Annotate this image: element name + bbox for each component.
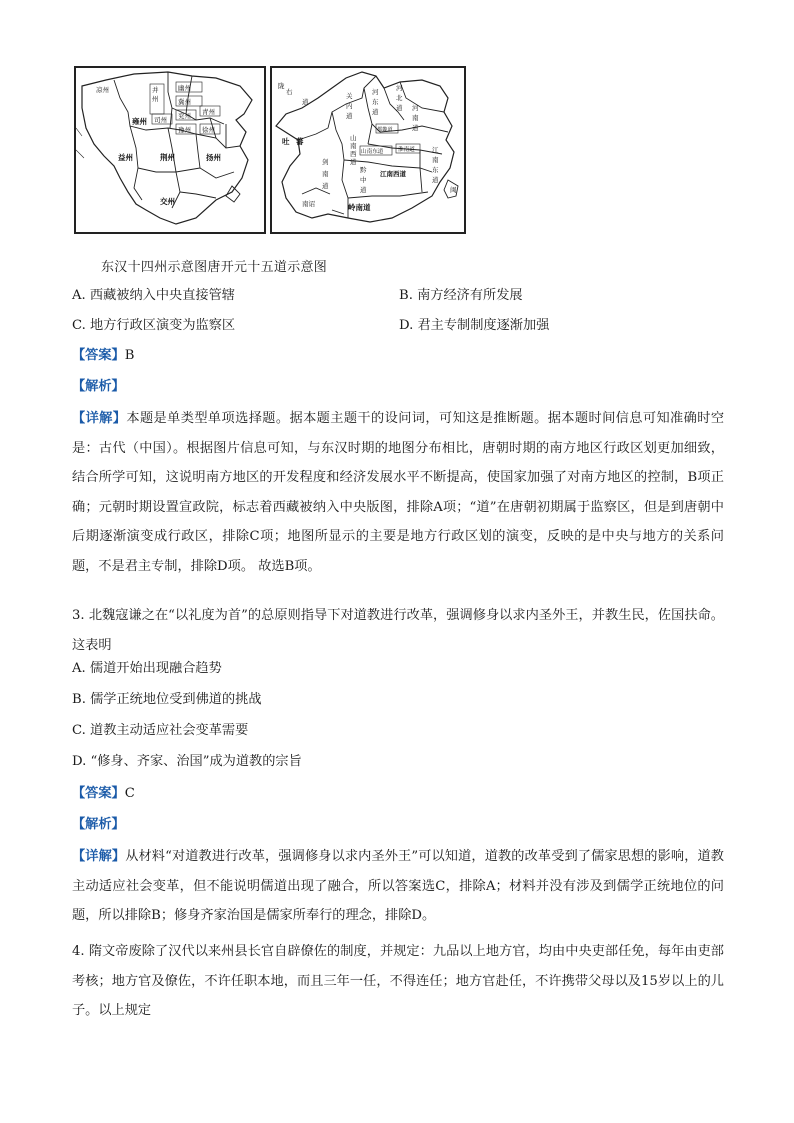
- figure-caption: 东汉十四州示意图唐开元十五道示意图: [101, 260, 328, 275]
- svg-text:北: 北: [396, 94, 403, 102]
- map-label-longyou: 陇: [278, 82, 285, 90]
- map-label-duji: 都畿道: [377, 127, 393, 133]
- map-label-qianzhong: 黔: [360, 166, 367, 174]
- map-label-shannan-east: 山南东道: [361, 149, 384, 155]
- eastern-han-map: [74, 66, 266, 234]
- q3-analysis-label: 【解析】: [72, 817, 125, 832]
- map-label-jizhou: 冀州: [178, 98, 191, 106]
- svg-text:道: 道: [302, 98, 309, 106]
- q2-answer-label: 【答案】: [72, 348, 125, 363]
- svg-text:道: 道: [350, 158, 357, 166]
- q3-option-b: B. 儒学正统地位受到佛道的挑战: [72, 692, 262, 707]
- q2-option-a: A. 西藏被纳入中央直接管辖: [72, 288, 235, 303]
- svg-text:南: 南: [350, 142, 357, 150]
- map-label-jiannan: 剑: [322, 158, 329, 166]
- svg-text:南: 南: [432, 156, 439, 164]
- q3-option-c: C. 道教主动适应社会变革需要: [72, 723, 249, 738]
- q2-detail-label: 【详解】: [72, 411, 127, 426]
- map-label-lingnan: 岭南道: [348, 203, 371, 212]
- svg-text:东: 东: [372, 98, 379, 106]
- svg-text:东: 东: [432, 166, 439, 174]
- map-label-jiaozhou: 交州: [160, 197, 175, 206]
- map-label-bingzhou: 并: [152, 86, 159, 94]
- map-figure: [74, 66, 466, 236]
- q3-answer: C: [124, 786, 135, 801]
- svg-text:道: 道: [360, 186, 367, 194]
- q2-answer: B: [124, 348, 135, 363]
- q2-analysis-label: 【解析】: [72, 379, 125, 394]
- map-label-yangzhou: 扬州: [206, 153, 221, 162]
- svg-text:右: 右: [286, 88, 293, 96]
- svg-text:中: 中: [360, 176, 367, 184]
- q3-detail-text: 从材料“对道教进行改革，强调修身以求内圣外王”可以知道，道教的改革受到了儒家思想的影响，道教主动适应社会变革，但不能说明儒道出现了融合，所以答案选C，排除A；材料并没有涉及到儒学正统地位的问题，所以排除B；修身齐家治国是儒家所奉行的理念，排除D。: [72, 849, 724, 923]
- svg-text:道: 道: [372, 108, 379, 116]
- q3-answer-label: 【答案】: [72, 786, 125, 801]
- svg-text:道: 道: [346, 112, 353, 120]
- map-label-qingzhou: 青州: [202, 108, 215, 116]
- q2-detail-text: 本题是单类型单项选择题。据本题主题干的设问词，可知这是推断题。据本题时间信息可知准确时空是：古代（中国）。根据图片信息可知，与东汉时期的地图分布相比，唐朝时期的南方地区行政区划更加细致，结合所学可知，这说明南方地区的开发程度和经济发展水平不断提高，使国家加强了对南方地区的控制，B项正确；元朝时期设置宣政院，标志着西藏被纳入中央版图，排除A项；“道”在唐朝初期属于监察区，但是到唐朝中后期逐渐演变成行政区，排除C项；地图所显示的主要是地方行政区划的演变，反映的是中央与地方的关系问题，不是君主专制，排除D项。 故选B项。: [72, 411, 725, 574]
- map-label-yongzhou: 雍州: [132, 117, 147, 126]
- map-label-youzhou: 幽州: [178, 84, 191, 92]
- map-label-min: 闽: [450, 186, 457, 194]
- svg-text:州: 州: [152, 95, 159, 103]
- q3-detail-label: 【详解】: [72, 849, 126, 864]
- svg-text:道: 道: [322, 182, 329, 190]
- map-label-sizhou: 司州: [154, 116, 167, 124]
- map-label-xuzhou: 徐州: [202, 126, 215, 134]
- svg-text:内: 内: [346, 102, 353, 110]
- map-label-hebei: 河: [396, 84, 403, 92]
- map-label-guannei: 关: [346, 92, 353, 100]
- q3-answer-line: [72, 785, 135, 803]
- svg-text:蕃: 蕃: [296, 137, 304, 146]
- svg-text:南: 南: [412, 114, 419, 122]
- q3-option-a: A. 儒道开始出现融合趋势: [72, 661, 222, 676]
- svg-text:道: 道: [412, 124, 419, 132]
- q2-option-c: C. 地方行政区演变为监察区: [72, 318, 236, 333]
- map-label-yuzhou: 豫州: [178, 126, 191, 134]
- q2-answer-line: [72, 347, 134, 365]
- q4-stem: 4. 隋文帝废除了汉代以来州县长官自辟僚佐的制度，并规定：九品以上地方官，均由中央吏部任免，每年由吏部考核；地方官及僚佐，不许任职本地，而且三年一任，不得连任；地方官赴任，不许携带父母以及15岁以上的儿子。以上规定: [72, 944, 724, 1018]
- map-label-jingzhou: 荆州: [160, 153, 175, 162]
- map-label-yanzhou: 兖州: [178, 112, 191, 120]
- map-label-huainan: 淮南道: [398, 147, 415, 153]
- svg-text:西: 西: [350, 150, 357, 158]
- map-label-nanzhao: 南诏: [302, 200, 315, 208]
- svg-text:道: 道: [396, 104, 403, 112]
- q2-detail: [72, 404, 724, 581]
- map-label-henan: 河: [412, 104, 419, 112]
- map-label-liangzhou: 凉州: [96, 86, 109, 94]
- map-label-hedong: 河: [372, 88, 379, 96]
- q3-stem: 3. 北魏寇谦之在“以礼度为首”的总原则指导下对道教进行改革，强调修身以求内圣外王，并教生民，佐国扶命。这表明: [72, 608, 724, 653]
- map-label-jiangnan-west: 江南西道: [380, 170, 406, 178]
- q2-option-b: B. 南方经济有所发展: [399, 288, 523, 303]
- svg-text:道: 道: [432, 176, 439, 184]
- q2-option-d: D. 君主专制制度逐渐加强: [399, 318, 550, 333]
- q3-option-d: D. “修身、齐家、治国”成为道教的宗旨: [72, 754, 302, 769]
- q3-detail: [72, 842, 724, 931]
- svg-text:南: 南: [322, 170, 329, 178]
- tang-map: [270, 66, 466, 234]
- tang-map-image: [272, 68, 464, 232]
- map-label-shannan-west: 山: [350, 134, 357, 142]
- map-label-yizhou: 益州: [118, 153, 133, 162]
- map-label-jiangnan-east: 江: [432, 146, 439, 154]
- map-label-tubo: 吐: [282, 137, 290, 146]
- eastern-han-map-image: [76, 68, 264, 232]
